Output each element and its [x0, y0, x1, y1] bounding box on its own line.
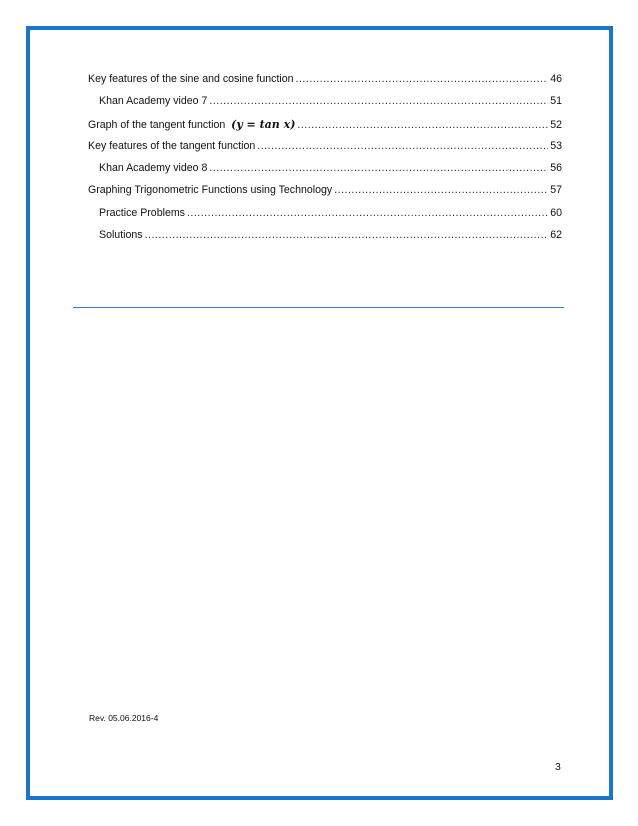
dot-leader: [296, 73, 549, 85]
toc-entry-label: Graphing Trigonometric Functions using Technology: [88, 184, 333, 197]
toc-entry-khan-video-7[interactable]: [88, 95, 562, 117]
toc-entry-practice-problems[interactable]: [88, 207, 562, 229]
toc-entry-label: Khan Academy video 8: [99, 162, 208, 175]
toc-entry-graphing-technology[interactable]: [88, 184, 562, 206]
toc-entry-label: Key features of the tangent function: [88, 139, 256, 152]
tangent-equation: (𝒚 = 𝒕𝒂𝒏 𝒙): [231, 117, 296, 131]
toc-entry-page: 60: [550, 206, 562, 219]
dot-leader: [209, 162, 548, 174]
toc-entry-page: 57: [550, 184, 562, 197]
dot-leader: [209, 95, 548, 107]
toc-entry-label: Solutions: [99, 229, 143, 242]
dot-leader: [334, 184, 548, 196]
section-divider: [73, 307, 564, 308]
toc-entry-label: Khan Academy video 7: [99, 95, 208, 108]
dot-leader: [187, 207, 548, 219]
toc-entry-label-text: Graph of the tangent function: [88, 118, 232, 131]
toc-entry-page: 62: [550, 229, 562, 242]
toc-entry-page: 53: [550, 139, 562, 152]
toc-entry-tangent-graph[interactable]: [88, 118, 562, 140]
toc-entry-label: Key features of the sine and cosine function: [88, 73, 294, 85]
table-of-contents: [88, 73, 562, 251]
toc-entry-khan-video-8[interactable]: [88, 162, 562, 184]
dot-leader: [257, 140, 548, 152]
toc-entry-page: 56: [550, 162, 562, 175]
revision-label: Rev. 05.06.2016-4: [89, 713, 159, 723]
toc-entry-solutions[interactable]: [88, 229, 562, 251]
toc-entry-label: Practice Problems: [99, 206, 185, 219]
page-number: 3: [555, 761, 561, 773]
toc-entry-sine-cosine[interactable]: [88, 73, 562, 95]
toc-entry-page: 51: [550, 95, 562, 108]
toc-entry-page: 52: [550, 118, 562, 131]
toc-entry-label: [88, 118, 295, 131]
dot-leader: [145, 229, 549, 241]
toc-entry-tangent-features[interactable]: [88, 140, 562, 162]
dot-leader: [297, 119, 548, 131]
toc-entry-page: 46: [550, 73, 562, 85]
